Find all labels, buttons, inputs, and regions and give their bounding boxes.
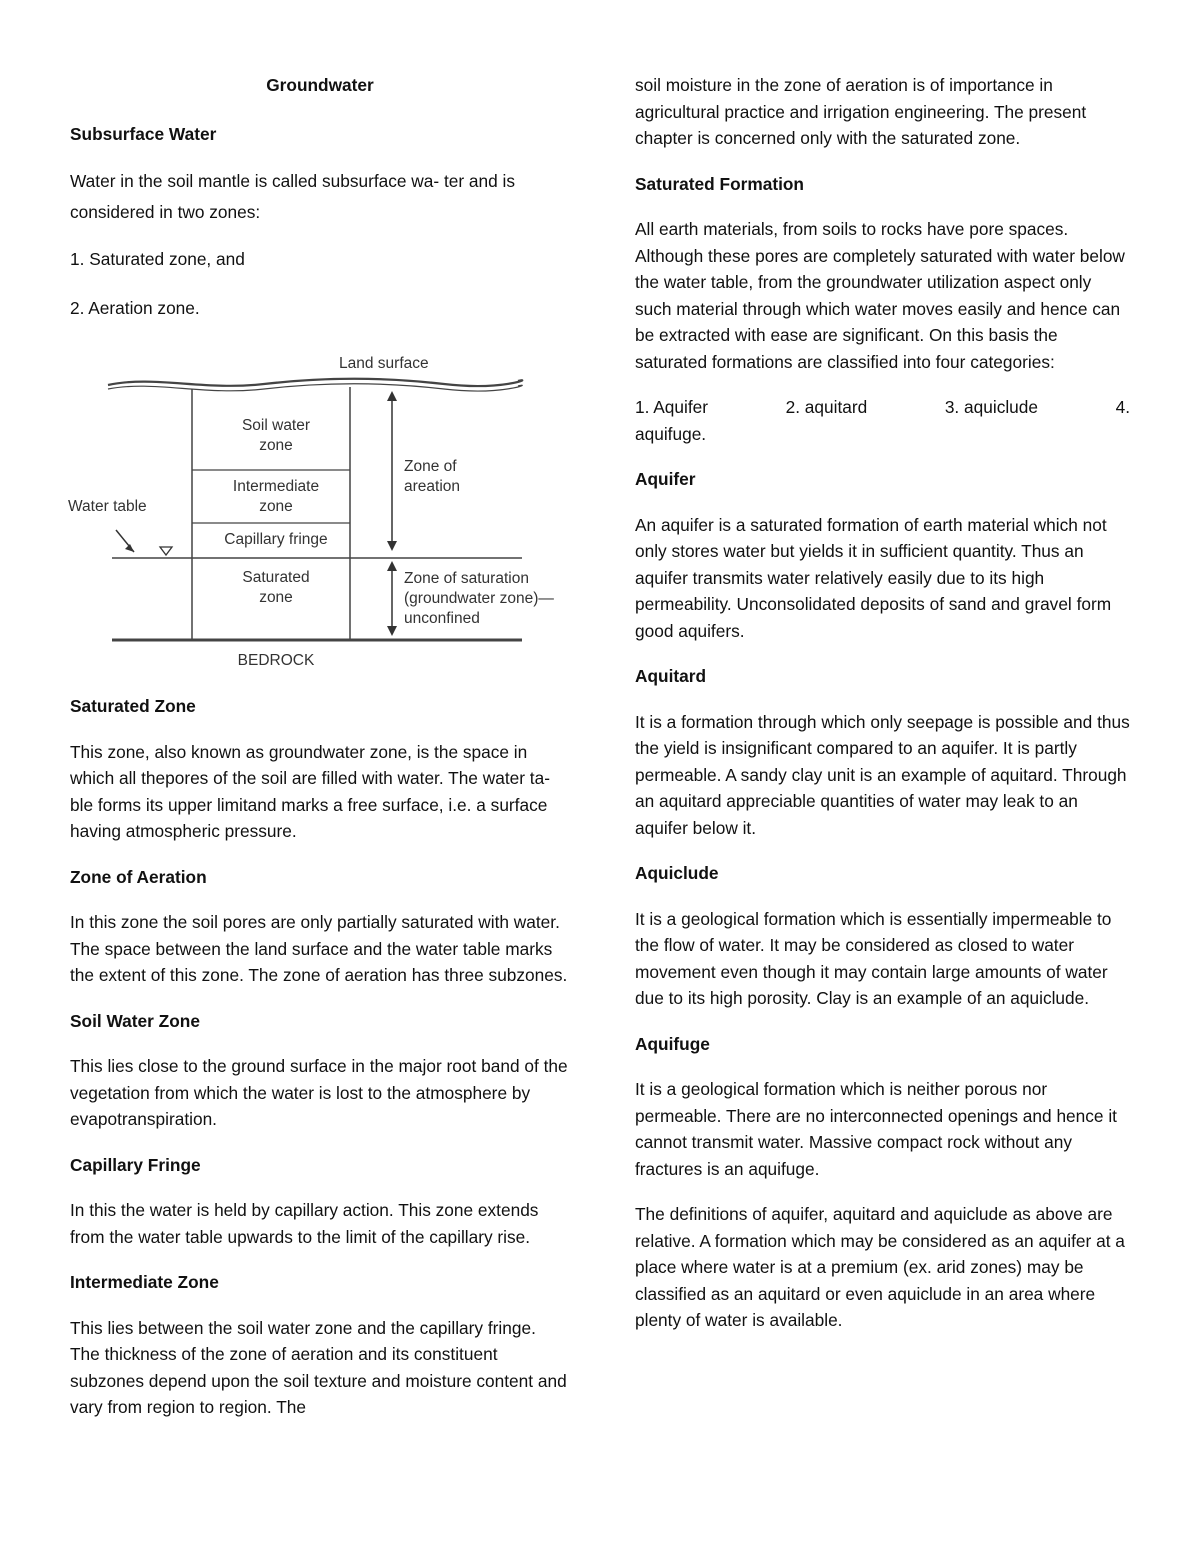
land-surface-label: Land surface [339, 355, 429, 372]
aeration-label-2: areation [404, 478, 461, 495]
aeration-arrow-up-icon [387, 391, 397, 401]
saturated-label-2: zone [259, 589, 293, 606]
water-table-arrowhead-icon [125, 544, 134, 552]
soil-water-label-1: Soil water [241, 417, 311, 434]
category-aquifer: 1. Aquifer [635, 397, 709, 417]
category-aquifuge-number: 4. [1115, 397, 1130, 417]
subsurface-paragraph: Water in the soil mantle is called subsurface wa- ter and is considered in two zones: [70, 171, 516, 222]
list-item-saturated: 1. Saturated zone, and [70, 249, 245, 269]
page-title: Groundwater [266, 75, 374, 95]
intermediate-label-2: zone [259, 498, 293, 515]
capillary-paragraph: In this the water is held by capillary action. This zone extends from the water table upwards to the limit of the capillary rise. [70, 1200, 539, 1247]
aeration-paragraph: In this zone the soil pores are only partially saturated with water. The space between the land surface and the water table marks the extent of this zone. The zone of aeration has three subzones. [70, 912, 568, 985]
subsurface-heading: Subsurface Water [70, 123, 217, 144]
soil-water-heading: Soil Water Zone [70, 1010, 200, 1031]
soil-water-paragraph: This lies close to the ground surface in the major root band of the vegetation from which the water is lost to the atmosphere by evapotranspiration. [70, 1056, 568, 1129]
intermediate-paragraph: This lies between the soil water zone and the capillary fringe. The thickness of the zone of aeration and its constituent subzones depend upon the soil texture and moisture content and vary from region to region. The [70, 1317, 567, 1417]
bedrock-label: BEDROCK [237, 652, 315, 669]
capillary-label: Capillary fringe [224, 531, 328, 548]
saturation-label-1: Zone of saturation [404, 570, 529, 587]
aeration-heading: Zone of Aeration [70, 866, 207, 887]
left-column [70, 72, 570, 1440]
groundwater-zones-diagram [64, 343, 584, 673]
water-table-label: Water table [68, 498, 147, 515]
continuation-paragraph: soil moisture in the zone of aeration is of importance in agricultural practice and irrigation engineering. The present chapter is concerned only with the saturated zone. [635, 75, 1087, 148]
capillary-heading: Capillary Fringe [70, 1154, 201, 1175]
intermediate-label-1: Intermediate [232, 478, 320, 495]
water-table-marker-icon [160, 547, 172, 555]
right-column [635, 72, 1130, 1353]
closing-paragraph: The definitions of aquifer, aquitard and aquiclude as above are relative. A formation which may be considered as an aquifer at a place where water is at a premium (ex. arid zones) may be classified as an aquitard or even aquiclude in an area where plenty of water is available. [635, 1204, 1125, 1330]
aquitard-heading: Aquitard [635, 666, 707, 686]
saturation-arrow-up-icon [387, 561, 397, 571]
soil-water-label-2: zone [259, 437, 293, 454]
aquifer-heading: Aquifer [635, 469, 696, 489]
saturated-formation-heading: Saturated Formation [635, 173, 804, 194]
aquiclude-heading: Aquiclude [635, 863, 719, 883]
aeration-label-1: Zone of [404, 458, 457, 475]
category-aquifuge: aquifuge. [635, 423, 707, 444]
aquifuge-paragraph: It is a geological formation which is neither porous nor permeable. There are no interconnected openings and hence it cannot transmit water. Massive compact rock without any fractures is an aquifuge. [635, 1079, 1117, 1179]
list-item-aeration: 2. Aeration zone. [70, 297, 200, 318]
aquiclude-paragraph: It is a geological formation which is essentially impermeable to the flow of water. It may be considered as closed to water movement even though it may contain large amounts of water due to its high porosity. Clay is an example of an aquiclude. [635, 908, 1112, 1008]
aquitard-paragraph: It is a formation through which only seepage is possible and thus the yield is insignificant compared to an aquifer. It is partly permeable. A sandy clay unit is an example of aquitard. Through an aquitard appreciable quantities of water may leak to an aquifer below it. [635, 711, 1130, 838]
saturated-zone-paragraph: This zone, also known as groundwater zone, is the space in which all thepores of the soil are filled with water. The water ta-ble forms its upper limitand marks a free surface, i.e. a surface having atmospheric pressure. [70, 741, 550, 841]
saturated-formation-paragraph: All earth materials, from soils to rocks have pore spaces. Although these pores are completely saturated with water below the water table, from the groundwater utilization aspect only such material through which water moves easily and hence can be extracted with ease are significant. On this basis the saturated formations are classified into four categories: [635, 219, 1125, 372]
categories-list [635, 394, 1130, 421]
category-aquitard: 2. aquitard [785, 397, 868, 417]
category-aquiclude: 3. aquiclude [944, 397, 1039, 417]
saturated-label-1: Saturated [242, 569, 310, 586]
aeration-arrow-down-icon [387, 541, 397, 551]
saturation-arrow-down-icon [387, 626, 397, 636]
aquifer-paragraph: An aquifer is a saturated formation of earth material which not only stores water but yields it in sufficient quantity. Thus an aquifer transmits water relatively easily due to its high permeability. Unconsolidated deposits of sand and gravel form good aquifers. [635, 514, 1112, 641]
saturated-zone-heading: Saturated Zone [70, 696, 196, 716]
aquifuge-heading: Aquifuge [635, 1033, 710, 1054]
saturation-label-2: (groundwater zone)— [404, 590, 554, 607]
intermediate-heading: Intermediate Zone [70, 1272, 219, 1292]
saturation-label-3: unconfined [404, 610, 480, 627]
